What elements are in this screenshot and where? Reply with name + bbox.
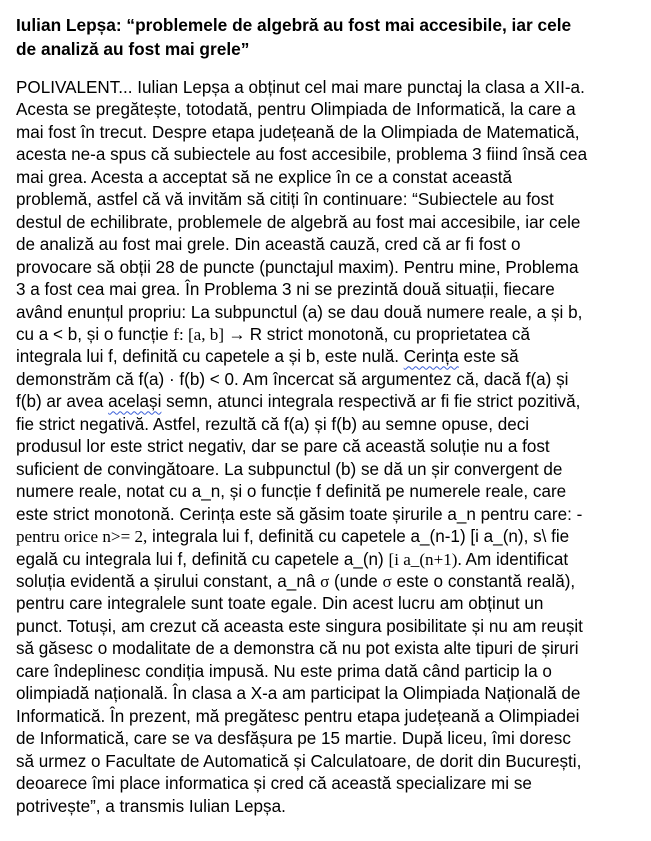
text-run: integrala lui f, definită cu capetele a și b, este nulă. bbox=[16, 347, 404, 367]
text-run: egală cu integrala lui f, definită cu capetele a_(n) bbox=[16, 549, 389, 569]
body-line bbox=[16, 391, 640, 413]
text-run: Am identificat bbox=[461, 549, 569, 569]
sigma-symbol: σ bbox=[320, 571, 330, 591]
text-run: este să bbox=[458, 347, 519, 367]
sigma-symbol: σ bbox=[382, 571, 392, 591]
function-notation: f: [a, b] → bbox=[173, 324, 250, 344]
body-line: de Informatică, care se va desfășura pe 15 martie. După liceu, îmi doresc bbox=[16, 729, 571, 749]
body-line: Informatică. În prezent, mă pregătesc pentru etapa județeană a Olimpiadei bbox=[16, 706, 580, 726]
body-line: acesta ne-a spus că subiectele au fost accesibile, problema 3 fiind însă cea bbox=[16, 145, 588, 165]
spellcheck-word: același bbox=[108, 392, 162, 412]
text-run: soluția evidentă a șirului constant, a_nâ bbox=[16, 571, 321, 591]
article-body bbox=[16, 77, 640, 818]
text-run: cu a < b, și o funcție bbox=[16, 324, 174, 344]
body-line: mai fost în trecut. Despre etapa județeană de la Olimpiada de Matematică, bbox=[16, 122, 580, 142]
body-line: având enunțul propriu: La subpunctul (a) se dau două numere reale, a și b, bbox=[16, 302, 583, 322]
body-line: să urmez o Facultate de Automatică și Calculatoare, de dorit din București, bbox=[16, 751, 582, 771]
body-line: POLIVALENT... Iulian Lepșa a obținut cel mai mare punctaj la clasa a XII-a. bbox=[16, 78, 585, 97]
body-line bbox=[16, 346, 640, 368]
body-line bbox=[16, 324, 640, 346]
serif-run: [i a_(n+1). bbox=[388, 549, 462, 569]
spellcheck-word: Cerința bbox=[403, 347, 459, 367]
body-line: Acesta se pregătește, totodată, pentru Olimpiada de Informatică, la care a bbox=[16, 100, 576, 120]
body-line: punct. Totuși, am crezut că aceasta este singura posibilitate și nu am reușit bbox=[16, 616, 583, 636]
body-line: suficient de convingătoare. La subpunctul (b) se dă un șir convergent de bbox=[16, 459, 563, 479]
body-line: demonstrăm că f(a) · f(b) < 0. Am încercat să argumentez că, dacă f(a) și bbox=[16, 369, 569, 389]
body-line bbox=[16, 549, 640, 571]
body-line: provocare să obții 28 de puncte (punctajul maxim). Pentru mine, Problema bbox=[16, 257, 579, 277]
body-line: de analiză au fost mai grele. Din această cauză, cred că ar fi fost o bbox=[16, 235, 521, 255]
body-line: numere reale, notat cu a_n, și o funcție f definită pe numerele reale, care bbox=[16, 482, 567, 502]
text-run: (unde bbox=[329, 571, 383, 591]
body-line: destul de echilibrate, problemele de algebră au fost mai accesibile, iar cele bbox=[16, 212, 581, 232]
title-line: Iulian Lepșa: “problemele de algebră au fost mai accesibile, iar cele bbox=[16, 15, 572, 35]
body-line: care îndeplinesc condiția impusă. Nu este prima dată când particip la o bbox=[16, 661, 552, 681]
body-line bbox=[16, 571, 640, 593]
body-line: deoarece îmi place informatica și cred că această specializare mi se bbox=[16, 774, 532, 794]
text-run: semn, atunci integrala respectivă ar fi fie strict pozitivă, bbox=[161, 392, 581, 412]
body-line: potrivește”, a transmis Iulian Lepșa. bbox=[16, 796, 286, 816]
text-run: integrala lui f, definită cu capetele a_(n-1) [i a_(n), s\ fie bbox=[147, 527, 570, 547]
body-line: este strict monotonă. Cerința este să găsim toate șirurile a_n pentru care: - bbox=[16, 504, 583, 524]
body-line: pentru care integralele sunt toate egale. Din acest lucru am obținut un bbox=[16, 594, 544, 614]
text-run: este o constantă reală), bbox=[391, 571, 576, 591]
body-line: mai grea. Acesta a acceptat să ne explice în ce a constat această bbox=[16, 167, 513, 187]
text-run: f(b) ar avea bbox=[16, 392, 109, 412]
body-line bbox=[16, 526, 640, 548]
body-line: produsul lor este strict negativ, dar se pare că această soluție nu a fost bbox=[16, 437, 550, 457]
serif-run: pentru orice n>= 2, bbox=[16, 527, 148, 547]
title-line: de analiză au fost mai grele” bbox=[16, 38, 250, 59]
body-line: problemă, astfel că vă invităm să citiți în continuare: “Subiectele au fost bbox=[16, 190, 554, 210]
body-line: 3 a fost cea mai grea. În Problema 3 ni se prezintă două situații, fiecare bbox=[16, 280, 555, 300]
body-line: să găsesc o modalitate de a demonstra că nu pot exista alte tipuri de șiruri bbox=[16, 639, 579, 659]
text-run: R strict monotonă, cu proprietatea că bbox=[249, 324, 530, 344]
article-title bbox=[16, 14, 636, 61]
body-line: olimpiadă națională. În clasa a X-a am participat la Olimpiada Națională de bbox=[16, 684, 581, 704]
body-line: fie strict negativă. Astfel, rezultă că f(a) și f(b) au semne opuse, deci bbox=[16, 414, 530, 434]
